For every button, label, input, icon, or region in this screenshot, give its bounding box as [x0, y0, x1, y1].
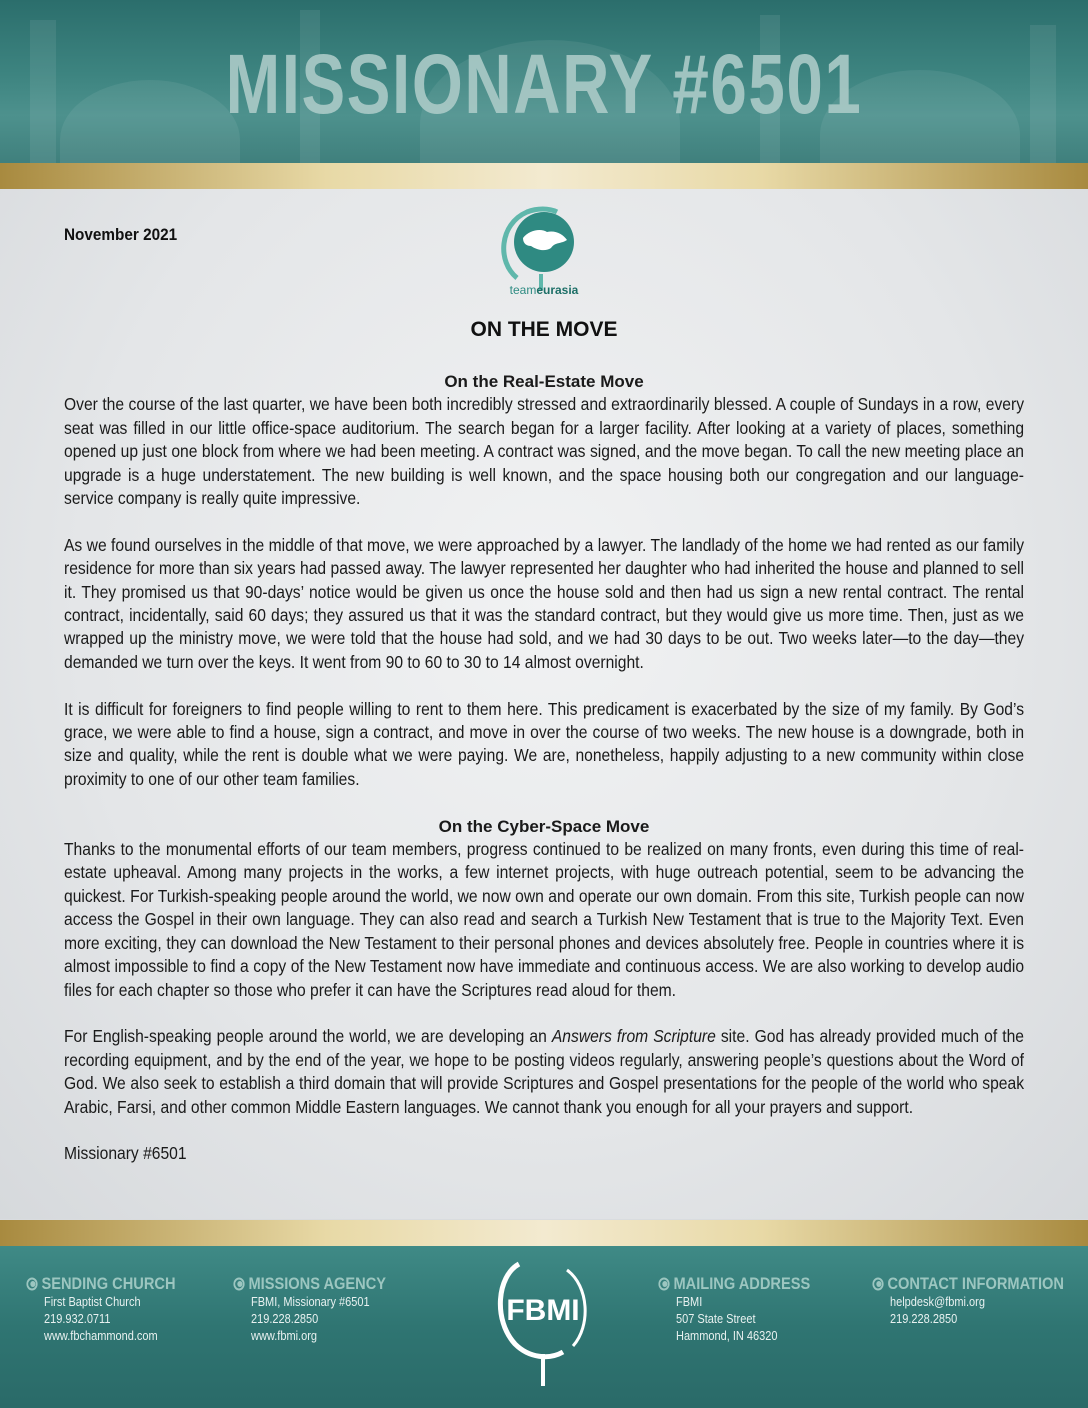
footer-mailing-address: MAILING ADDRESS FBMI 507 State Street Hammond, IN 46320	[658, 1274, 835, 1345]
section-heading: On the Cyber-Space Move	[438, 816, 650, 836]
letter-title: ON THE MOVE	[470, 318, 618, 341]
gold-divider-top	[0, 163, 1088, 189]
logo-wordmark: teameurasia	[509, 283, 579, 297]
footer-missions-agency: MISSIONS AGENCY FBMI, Missionary #6501 219.228.2850 www.fbmi.org	[233, 1274, 411, 1345]
sending-church-link[interactable]: www.fbchammond.com	[44, 1329, 158, 1343]
contact-email-link[interactable]: helpdesk@fbmi.org	[890, 1295, 985, 1309]
swoosh-icon	[872, 1277, 884, 1291]
section-heading: On the Real-Estate Move	[444, 372, 644, 391]
agency-link[interactable]: www.fbmi.org	[251, 1329, 318, 1343]
fbmi-logo	[489, 1250, 597, 1390]
gold-divider-bottom	[0, 1220, 1088, 1246]
paragraph: Thanks to the monumental efforts of our team members, progress continued to be realized on many fronts, even during this time of real-estate upheaval. Among many projects in the works, a few internet projects, with huge outreach potential, seem to be advancing the quickest. For Turkish-speaking people around the world, we now own and operate our own domain. From this site, Turkish people can now access the Gospel in their own language. They can also read and search a Turkish New Testament that is true to the Majority Text. Even more exciting, they can download the New Testament to their personal phones and devices absolutely free. People in countries where it is almost impossible to find a copy of the New Testament now have immediate and continuous access. We are also working to develop audio files for each chapter so those who prefer it can have the Scriptures read aloud for them.	[64, 839, 1025, 1000]
footer-contact-information: CONTACT INFORMATION helpdesk@fbmi.org 219.228.2850	[872, 1274, 1088, 1328]
paragraph: For English-speaking people around the world, we are developing an Answers from Scripture site. God has already provided much of the recording equipment, and by the end of the year, we hope to be posting videos regularly, answering people’s questions about the Word of God. We also seek to establish a third domain that will provide Scriptures and Gospel presentations for the people of the world who speak Arabic, Farsi, and other common Middle Eastern languages. We cannot thank you enough for all your prayers and support.	[64, 1026, 1025, 1117]
swoosh-icon	[233, 1277, 245, 1291]
paragraph: It is difficult for foreigners to find people willing to rent to them here. This predicament is exacerbated by the size of my family. By God’s grace, we were able to find a house, sign a contract, and move in over the course of two weeks. The new house is a downgrade, both in size and quality, while the rent is double what we were paying. We are, nonetheless, happily adjusting to a new community within close proximity to one of our other team families.	[64, 698, 1025, 789]
header-banner	[0, 0, 1088, 165]
site-name: Answers from Scripture	[551, 1026, 716, 1047]
swoosh-icon	[658, 1277, 670, 1291]
footer-sending-church: SENDING CHURCH First Baptist Church 219.932.0711 www.fbchammond.com	[26, 1274, 200, 1345]
paragraph: Over the course of the last quarter, we have been both incredibly stressed and extraordinarily blessed. A couple of Sundays in a row, every seat was filled in our little office-space auditorium. The search began for a larger facility. After looking at a variety of places, something opened up just one block from where we had been meeting. A contract was signed, and the move began. To call the new meeting place an upgrade is a huge understatement. The new building is well known, and the space housing both our congregation and our language-service company is really quite impressive.	[64, 394, 1025, 509]
letter-content	[64, 370, 1024, 1166]
swoosh-icon	[26, 1277, 38, 1291]
letter-date: November 2021	[64, 225, 178, 244]
signature: Missionary #6501	[64, 1143, 187, 1164]
svg-text:FBMI: FBMI	[506, 1294, 580, 1327]
header-title: MISSIONARY #6501	[225, 37, 863, 131]
paragraph: As we found ourselves in the middle of that move, we were approached by a lawyer. The landlady of the home we had rented as our family residence for more than six years had passed away. The lawyer represented her daughter who had inherited the house and planned to sell it. They promised us that 90-days’ notice would be given us once the house sold and then had us sign a new rental contract. The rental contract, incidentally, said 60 days; they assured us that it was the standard contract, but they would give us more time. Then, just as we wrapped up the ministry move, we were told that the house had sold, and we had 30 days to be out. Two weeks later—to the day—they demanded we turn over the keys. It went from 90 to 60 to 30 to 14 almost overnight.	[64, 534, 1025, 672]
